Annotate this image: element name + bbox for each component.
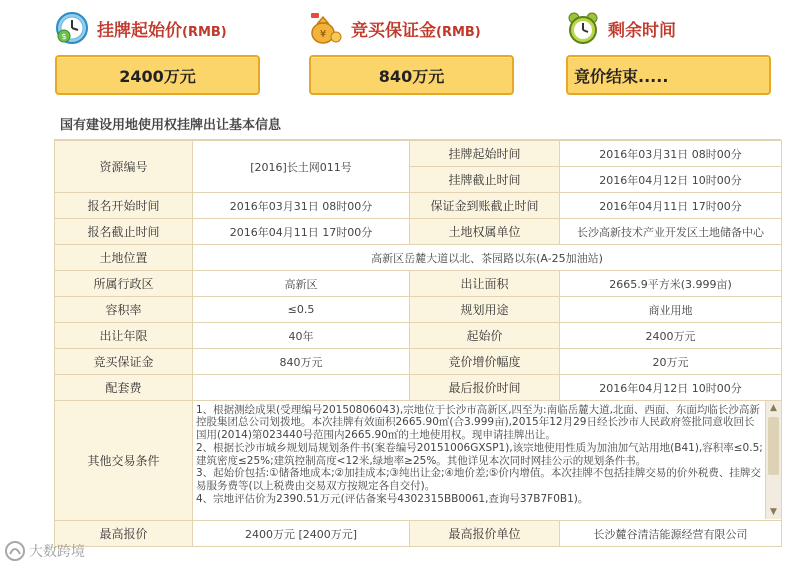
last-quote-time-value: 2016年04月12日 10时00分 <box>560 375 782 401</box>
other-terms-label: 其他交易条件 <box>55 401 193 521</box>
time-title: 剩余时间 <box>608 20 676 41</box>
deposit-deadline-label: 保证金到账截止时间 <box>410 193 560 219</box>
listing-end-value: 2016年04月12日 10时00分 <box>560 167 782 193</box>
watermark <box>4 540 85 562</box>
highest-price-label: 最高报价 <box>55 521 193 547</box>
svg-text:$: $ <box>61 32 67 41</box>
owner-value: 长沙高新技术产业开发区土地储备中心 <box>560 219 782 245</box>
deposit-cell-value: 840万元 <box>193 349 410 375</box>
other-terms-scroll-area[interactable] <box>193 402 781 520</box>
table-row <box>55 349 782 375</box>
listing-start-label: 挂牌起始时间 <box>410 141 560 167</box>
money-bag-icon <box>309 11 343 45</box>
land-info-table <box>54 140 782 547</box>
listing-end-label: 挂牌截止时间 <box>410 167 560 193</box>
increment-value: 20万元 <box>560 349 782 375</box>
area-value: 2665.9平方米(3.999亩) <box>560 271 782 297</box>
table-row <box>55 193 782 219</box>
other-terms-item: 4、宗地评估价为2390.51万元(评估备案号4302315BB0061,查询号37B7F0B1)。 <box>196 493 589 506</box>
table-row <box>55 219 782 245</box>
highest-unit-value: 长沙麓谷清洁能源经营有限公司 <box>560 521 782 547</box>
far-value: ≤0.5 <box>193 297 410 323</box>
other-terms-item: 3、起始价包括:①储备地成本;②加挂成本;③纯出让金;④地价差;⑤价内增值。本次挂牌不包括挂牌交易的价外税费、挂牌交易服务费等(以上税费由交易双方按规定各自交付)。 <box>196 467 761 493</box>
reg-end-value: 2016年04月11日 17时00分 <box>193 219 410 245</box>
resource-id-value: [2016]长土网011号 <box>193 141 410 193</box>
table-row <box>55 401 782 521</box>
start-price-label: 起始价 <box>410 323 560 349</box>
deposit-value-box <box>309 55 514 95</box>
use-value: 商业用地 <box>560 297 782 323</box>
listing-start-value: 2016年03月31日 08时00分 <box>560 141 782 167</box>
highest-price-value: 2400万元 [2400万元] <box>193 521 410 547</box>
reg-start-value: 2016年03月31日 08时00分 <box>193 193 410 219</box>
scrollbar-thumb[interactable] <box>768 417 779 475</box>
deposit-title: 竞买保证金(RMB) <box>351 20 481 41</box>
start-price-header <box>55 6 227 50</box>
table-row <box>55 297 782 323</box>
use-label: 规划用途 <box>410 297 560 323</box>
time-value: 竟价结束..... <box>574 66 669 86</box>
reg-start-label: 报名开始时间 <box>55 193 193 219</box>
section-title: 国有建设用地使用权挂牌出让基本信息 <box>54 108 781 140</box>
deposit-deadline-value: 2016年04月11日 17时00分 <box>560 193 782 219</box>
owner-label: 土地权属单位 <box>410 219 560 245</box>
table-row <box>55 375 782 401</box>
deposit-label: 竞买保证金 <box>55 349 193 375</box>
start-price-cell-value: 2400万元 <box>560 323 782 349</box>
area-label: 出让面积 <box>410 271 560 297</box>
deposit-value: 840万元 <box>378 66 445 86</box>
supporting-fee-value <box>193 375 410 401</box>
last-quote-time-label: 最后报价时间 <box>410 375 560 401</box>
start-price-title: 挂牌起始价(RMB) <box>97 20 227 41</box>
other-terms-item: 2、根据长沙市城乡规划局规划条件书(案卷编号2015100​6GXSP1),该宗地使用性质为加油加气站用地(B41),容积率≤0.5;建筑密度≤25%;建筑控制高度<12米,绿地率≥25%。其他详见本次同时网挂公示的规划条件书。 <box>196 441 763 467</box>
district-value: 高新区 <box>193 271 410 297</box>
other-terms-item: 1、根据测绘成果(受理编号20150806043),宗地位于长沙市高新区,四至为:南临岳麓大道,北面、西面、东面均临长沙高新控股集团总公司划拨地。本次挂牌有效面积2665.90㎡(合3.999亩),2015年12月29日经长沙市人民政府签批同意收回长国用(2014)第023440号范围内2665.90㎡的土地使用权。现申请挂牌出让。 <box>196 403 760 442</box>
years-value: 40年 <box>193 323 410 349</box>
chevron-up-icon[interactable]: ▲ <box>770 403 777 413</box>
start-price-value-box <box>55 55 260 95</box>
far-label: 容积率 <box>55 297 193 323</box>
deposit-header <box>309 6 481 50</box>
reg-end-label: 报名截止时间 <box>55 219 193 245</box>
watermark-logo-icon <box>4 540 26 562</box>
other-terms-scrollbar[interactable] <box>765 401 781 519</box>
clock-money-icon <box>55 11 89 45</box>
chevron-down-icon[interactable]: ▼ <box>770 507 777 517</box>
time-value-box <box>566 55 771 95</box>
district-label: 所属行政区 <box>55 271 193 297</box>
table-row <box>55 271 782 297</box>
location-label: 土地位置 <box>55 245 193 271</box>
svg-text:¥: ¥ <box>319 29 327 40</box>
highest-unit-label: 最高报价单位 <box>410 521 560 547</box>
watermark-text: 大数跨境 <box>29 544 85 560</box>
location-value: 高新区岳麓大道以北、茶园路以东(A-25加油站) <box>193 245 782 271</box>
resource-id-label: 资源编号 <box>55 141 193 193</box>
time-header <box>566 6 676 50</box>
table-row <box>55 141 782 167</box>
alarm-clock-icon <box>566 11 600 45</box>
table-row <box>55 323 782 349</box>
start-price-value: 2400万元 <box>119 66 196 86</box>
increment-label: 竞价增价幅度 <box>410 349 560 375</box>
table-row <box>55 245 782 271</box>
other-terms-cell <box>193 401 782 521</box>
years-label: 出让年限 <box>55 323 193 349</box>
auction-summary <box>0 0 811 106</box>
supporting-fee-label: 配套费 <box>55 375 193 401</box>
table-row <box>55 521 782 547</box>
